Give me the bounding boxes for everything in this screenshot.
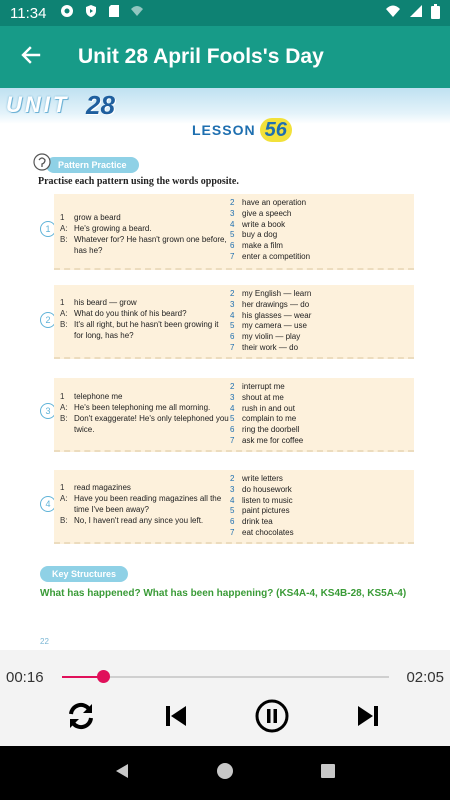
option-number: 7 (230, 527, 235, 537)
option-text: buy a dog (242, 230, 278, 240)
option-number: 7 (230, 435, 235, 445)
option-number: 5 (230, 506, 235, 516)
option-text: listen to music (242, 495, 293, 505)
wifi-icon (385, 4, 401, 22)
dialog-line: Don't exaggerate! He's only telephoned you twice. (74, 414, 229, 434)
system-nav-bar (0, 746, 450, 800)
option-text: my English — learn (242, 289, 312, 298)
option-number: 2 (230, 198, 235, 207)
status-time: 11:34 (10, 4, 47, 22)
exercise-card (54, 285, 414, 359)
dialog-line: He's been telephoning me all morning. (74, 403, 211, 412)
total-time: 02:05 (406, 669, 444, 686)
dialog-label: 1 (60, 213, 65, 222)
next-button[interactable] (350, 700, 386, 736)
option-text: write a book (242, 219, 286, 229)
option-text: shout at me (242, 392, 284, 402)
wifi-icon (130, 4, 144, 22)
home-circle-icon (216, 762, 234, 785)
lesson-label: LESSON (192, 122, 256, 138)
option-text: write letters (242, 474, 283, 483)
exercise-card (54, 378, 414, 452)
option-text: make a film (242, 241, 283, 251)
dialog-label: A: (60, 403, 68, 412)
current-time: 00:16 (6, 669, 44, 686)
option-text: paint pictures (242, 506, 290, 516)
option-text: my violin — play (242, 332, 301, 342)
battery-icon (431, 4, 440, 23)
option-text: rush in and out (242, 403, 295, 413)
sd-card-icon (108, 4, 120, 22)
exercise-number: 4 (40, 496, 56, 512)
dialog-line: read magazines (74, 483, 131, 492)
pause-icon (254, 698, 290, 739)
option-text: ring the doorbell (242, 425, 300, 435)
exercise-options (230, 474, 294, 539)
shield-icon (84, 4, 98, 22)
option-number: 4 (230, 219, 235, 229)
dialog-label: A: (60, 224, 68, 233)
key-structures-heading (40, 566, 128, 582)
option-text: do housework (242, 484, 292, 494)
key-structures-title: Key Structures (40, 566, 128, 582)
exercise-options (230, 289, 311, 354)
previous-button[interactable] (158, 700, 194, 736)
skip-next-icon (354, 702, 382, 735)
dialog-line: Whatever for? He hasn't grown one before, has he? (74, 235, 227, 255)
dialog-label: A: (60, 309, 68, 318)
nav-recents-button[interactable] (308, 753, 348, 793)
option-number: 6 (230, 332, 235, 342)
dialog-line: grow a beard (74, 213, 121, 222)
option-number: 6 (230, 241, 235, 251)
dialog-line: No, I haven't read any since you left. (74, 516, 204, 525)
back-triangle-icon (113, 762, 131, 785)
dialog-label: B: (60, 320, 68, 329)
exercise-dialog (60, 212, 230, 256)
option-number: 5 (230, 321, 235, 331)
option-number: 4 (230, 310, 235, 320)
option-text: eat chocolates (242, 527, 294, 537)
exercise-number: 2 (40, 312, 56, 328)
exercise-card (54, 194, 414, 270)
exercise-options (230, 198, 310, 263)
option-number: 7 (230, 251, 235, 261)
section-title: Pattern Practice (46, 157, 139, 173)
unit-word: UNIT (6, 92, 70, 117)
app-bar (0, 26, 450, 88)
option-number: 3 (230, 392, 235, 402)
key-structures-text: What has happened? What has been happening? (KS4A-4, KS4B-28, KS5A-4) (40, 588, 407, 599)
option-text: complain to me (242, 414, 297, 424)
option-text: drink tea (242, 517, 273, 527)
option-text: his glasses — wear (242, 310, 312, 320)
exercise-options (230, 382, 303, 447)
seek-thumb[interactable] (97, 670, 110, 683)
ear-icon (32, 152, 52, 177)
nav-back-button[interactable] (102, 753, 142, 793)
exercise-card (54, 470, 414, 544)
page-number: 22 (40, 637, 49, 646)
pause-button[interactable] (254, 700, 290, 736)
option-number: 7 (230, 342, 235, 352)
dialog-label: B: (60, 516, 68, 525)
option-number: 4 (230, 403, 235, 413)
option-number: 5 (230, 230, 235, 240)
repeat-button[interactable] (63, 700, 99, 736)
option-number: 6 (230, 425, 235, 435)
exercise-number: 1 (40, 221, 56, 237)
dialog-line: Have you been reading magazines all the time I've been away? (74, 494, 222, 514)
option-text: give a speech (242, 208, 292, 218)
option-number: 5 (230, 414, 235, 424)
option-number: 6 (230, 517, 235, 527)
status-bar (0, 0, 450, 26)
dialog-line: It's all right, but he hasn't been growing it for long, has he? (74, 320, 219, 340)
dialog-line: telephone me (74, 392, 123, 401)
exercise-dialog (60, 297, 230, 341)
exercise-number: 3 (40, 403, 56, 419)
dialog-label: B: (60, 414, 68, 423)
instruction-text: Practise each pattern using the words opposite. (38, 176, 239, 187)
option-number: 3 (230, 208, 235, 218)
option-text: their work — do (242, 342, 299, 352)
arrow-left-icon (21, 45, 41, 70)
dialog-label: B: (60, 235, 68, 244)
back-button[interactable] (0, 26, 62, 88)
seek-bar[interactable] (62, 676, 389, 678)
option-number: 3 (230, 484, 235, 494)
page-title: Unit 28 April Fools's Day (78, 45, 324, 68)
option-text: ask me for coffee (242, 435, 304, 445)
option-number: 4 (230, 495, 235, 505)
option-number: 3 (230, 299, 235, 309)
exercise-dialog (60, 391, 230, 435)
record-icon (60, 4, 74, 22)
option-number: 2 (230, 474, 235, 483)
option-number: 2 (230, 289, 235, 298)
option-text: her drawings — do (242, 299, 310, 309)
dialog-label: 1 (60, 483, 65, 492)
nav-home-button[interactable] (205, 753, 245, 793)
option-text: have an operation (242, 198, 307, 207)
dialog-line: What do you think of his beard? (74, 309, 187, 318)
dialog-label: 1 (60, 392, 65, 401)
lesson-heading (192, 118, 292, 142)
dialog-line: He's growing a beard. (74, 224, 152, 233)
option-number: 2 (230, 382, 235, 391)
unit-number: 28 (86, 90, 115, 120)
option-text: my camera — use (242, 321, 307, 331)
recents-square-icon (320, 763, 336, 784)
exercise-dialog (60, 482, 230, 526)
repeat-icon (64, 699, 98, 738)
section-heading (32, 152, 139, 177)
audio-player (0, 650, 450, 746)
lesson-page (0, 88, 450, 650)
skip-previous-icon (162, 702, 190, 735)
signal-icon (409, 4, 423, 22)
option-text: interrupt me (242, 382, 285, 391)
dialog-line: his beard — grow (74, 298, 137, 307)
option-text: enter a competition (242, 251, 311, 261)
dialog-label: 1 (60, 298, 65, 307)
dialog-label: A: (60, 494, 68, 503)
lesson-number: 56 (260, 118, 292, 142)
